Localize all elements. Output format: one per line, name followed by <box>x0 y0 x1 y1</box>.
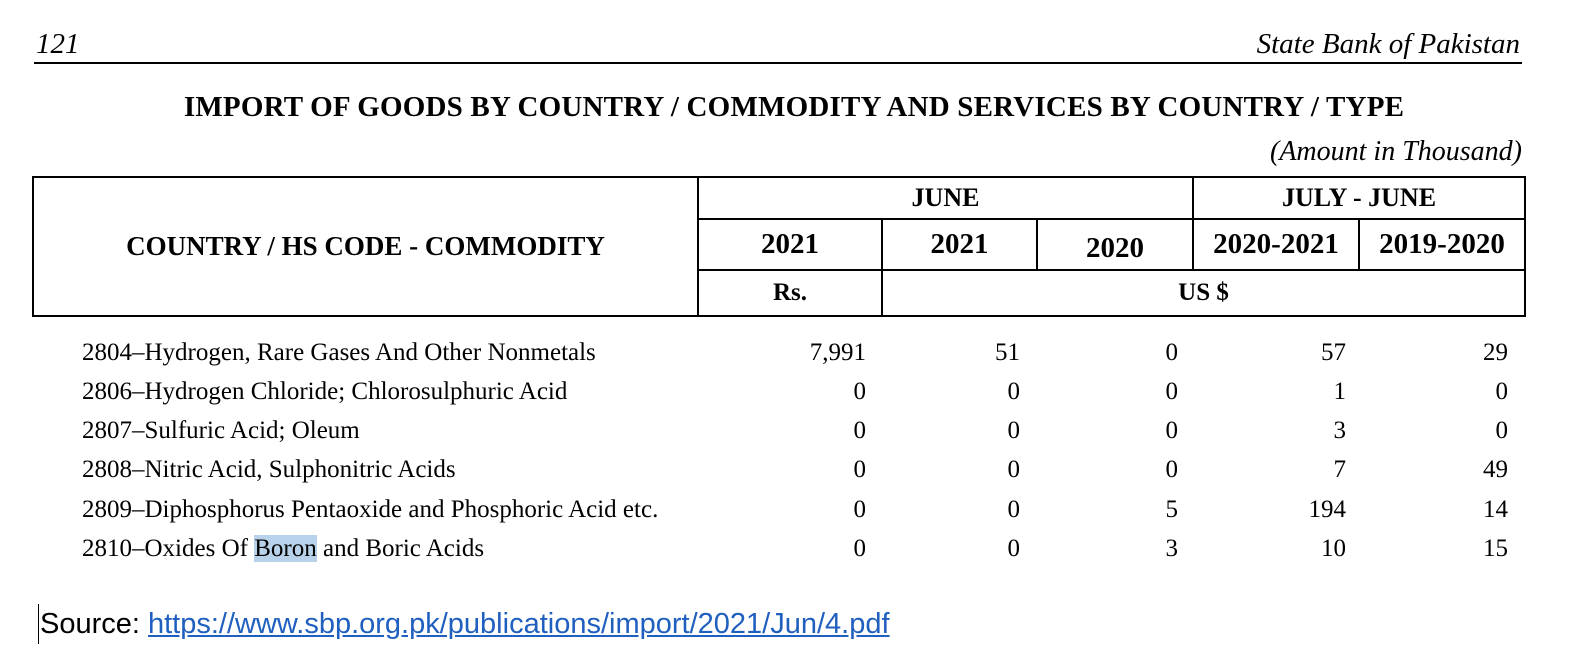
year-header: 2021 <box>930 228 989 260</box>
period-group-july-june: JULY - JUNE <box>1281 183 1437 212</box>
currency-header-rs: Rs. <box>772 279 808 306</box>
commodity-name-rest: and Boric Acids <box>316 535 485 562</box>
commodity-name: Nitric Acid, Sulphonitric Acids <box>144 456 456 483</box>
table-row <box>0 451 1588 490</box>
value-cell: 0 <box>1007 496 1020 523</box>
value-cell: 7 <box>1333 456 1346 483</box>
source-link[interactable]: https://www.sbp.org.pk/publications/import/2021/Jun/4.pdf <box>148 608 890 640</box>
unit-note: (Amount in Thousand) <box>1270 136 1522 167</box>
hs-code: 2809 <box>82 496 132 523</box>
value-cell: 0 <box>1007 417 1020 444</box>
value-cell: 29 <box>1483 339 1508 366</box>
code-separator: – <box>132 456 145 483</box>
page-number: 121 <box>36 28 80 60</box>
source-line <box>40 608 890 641</box>
row-label <box>82 417 360 445</box>
value-cell: 0 <box>853 496 866 523</box>
value-cell: 15 <box>1483 535 1508 562</box>
table-row <box>0 373 1588 412</box>
value-cell: 0 <box>1007 378 1020 405</box>
hs-code: 2810 <box>82 535 132 562</box>
value-cell: 0 <box>1165 378 1178 405</box>
value-cell: 49 <box>1483 456 1508 483</box>
table-row <box>0 530 1588 569</box>
code-separator: – <box>132 378 145 405</box>
value-cell: 3 <box>1333 417 1346 444</box>
commodity-name: Diphosphorus Pentaoxide and Phosphoric Acid etc. <box>144 496 659 523</box>
year-header: 2021 <box>761 228 819 260</box>
hs-code: 2808 <box>82 456 132 483</box>
commodity-name: Hydrogen, Rare Gases And Other Nonmetals <box>144 339 596 366</box>
row-label <box>82 456 456 484</box>
value-cell: 7,991 <box>809 339 866 366</box>
value-cell: 0 <box>1165 456 1178 483</box>
hs-code: 2804 <box>82 339 132 366</box>
currency-header-usd: US $ <box>1178 279 1229 306</box>
row-label <box>82 378 567 406</box>
text-cursor <box>38 604 39 644</box>
row-label <box>82 339 596 367</box>
commodity-name: Sulfuric Acid; Oleum <box>144 417 360 444</box>
value-cell: 57 <box>1321 339 1346 366</box>
code-separator: – <box>132 496 145 523</box>
report-title: IMPORT OF GOODS BY COUNTRY / COMMODITY AND SERVICES BY COUNTRY / TYPE <box>183 91 1405 123</box>
table-row <box>0 491 1588 530</box>
value-cell: 51 <box>995 339 1020 366</box>
row-label <box>82 496 658 524</box>
value-cell: 5 <box>1165 496 1178 523</box>
value-cell: 0 <box>853 378 866 405</box>
value-cell: 0 <box>1165 339 1178 366</box>
selected-text-highlight[interactable]: Boron <box>254 535 317 562</box>
table-header <box>32 176 1526 317</box>
value-cell: 3 <box>1165 535 1178 562</box>
source-label: Source: <box>40 608 148 640</box>
year-header: 2019-2020 <box>1379 228 1505 260</box>
commodity-name: Oxides Of <box>144 535 255 562</box>
hs-code: 2806 <box>82 378 132 405</box>
year-header: 2020-2021 <box>1213 228 1339 260</box>
value-cell: 194 <box>1308 496 1346 523</box>
period-group-june: JUNE <box>911 183 980 212</box>
value-cell: 1 <box>1333 378 1346 405</box>
table-row <box>0 412 1588 451</box>
publisher-name: State Bank of Pakistan <box>1256 28 1520 60</box>
year-header: 2020 <box>1086 232 1144 264</box>
row-label-header: COUNTRY / HS CODE - COMMODITY <box>126 231 605 261</box>
page-header <box>34 24 1522 64</box>
value-cell: 0 <box>1007 456 1020 483</box>
commodity-name: Hydrogen Chloride; Chlorosulphuric Acid <box>144 378 568 405</box>
value-cell: 10 <box>1321 535 1346 562</box>
code-separator: – <box>132 339 145 366</box>
code-separator: – <box>132 535 145 562</box>
value-cell: 0 <box>1495 378 1508 405</box>
table-row <box>0 334 1588 373</box>
row-label <box>82 535 484 563</box>
value-cell: 0 <box>1495 417 1508 444</box>
code-separator: – <box>132 417 145 444</box>
value-cell: 0 <box>1007 535 1020 562</box>
value-cell: 0 <box>853 456 866 483</box>
value-cell: 0 <box>1165 417 1178 444</box>
value-cell: 0 <box>853 535 866 562</box>
hs-code: 2807 <box>82 417 132 444</box>
value-cell: 14 <box>1483 496 1508 523</box>
value-cell: 0 <box>853 417 866 444</box>
